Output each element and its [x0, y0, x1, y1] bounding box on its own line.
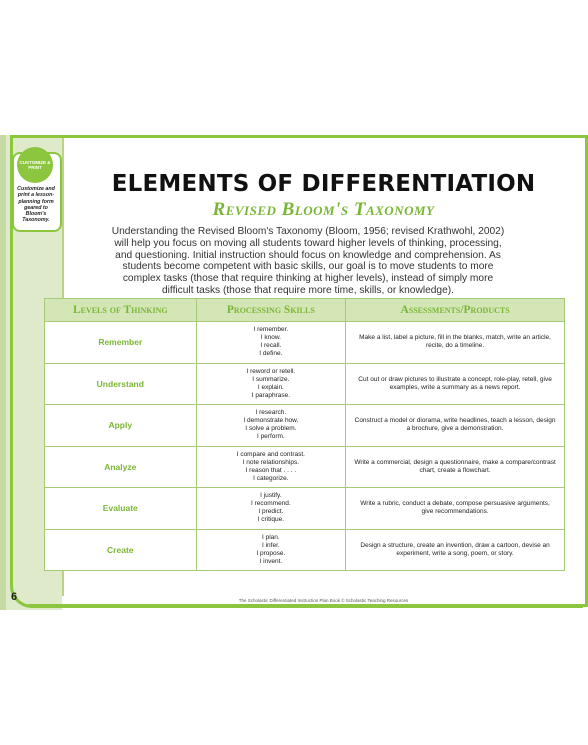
left-band-edge	[0, 135, 6, 610]
skill-line: I recall.	[260, 342, 282, 350]
level-cell: Analyze	[45, 446, 197, 488]
skill-line: I research.	[255, 409, 287, 417]
table-row	[45, 488, 565, 530]
skill-line: I remember.	[253, 326, 289, 334]
page-subtitle: Revised Bloom's Taxonomy	[212, 199, 435, 220]
skill-line: I critique.	[257, 516, 285, 524]
skills-cell	[196, 446, 346, 488]
skill-line: I predict.	[258, 508, 284, 516]
assessment-cell: Write a rubric, conduct a debate, compose persuasive arguments, give recommendations.	[346, 488, 565, 530]
assessment-cell: Design a structure, create an invention, draw a cartoon, devise an experiment, write a song, poem, or story.	[346, 529, 565, 571]
skill-line: I demonstrate how.	[243, 417, 299, 425]
skill-line: I reason that . . . .	[245, 466, 297, 474]
blooms-table	[44, 298, 565, 571]
assessment-cell: Make a list, label a picture, fill in the blanks, match, write an article, recite, do a timeline.	[346, 322, 565, 364]
skill-line: I plan.	[262, 533, 280, 541]
table-row	[45, 363, 565, 405]
skill-line: I define.	[259, 350, 283, 358]
skill-line: I explain.	[257, 383, 284, 391]
page-number: 6	[11, 591, 18, 603]
header-assessments: Assessments/Products	[346, 299, 565, 322]
level-cell: Understand	[45, 363, 197, 405]
skill-line: I reword or retell.	[246, 367, 296, 375]
badge-label: CUSTOMIZE & PRINT	[19, 160, 51, 170]
skill-line: I perform.	[256, 433, 285, 441]
skill-line: I solve a problem.	[245, 425, 297, 433]
level-cell: Evaluate	[45, 488, 197, 530]
skill-line: I paraphrase.	[251, 391, 291, 399]
skills-cell	[196, 488, 346, 530]
skills-cell	[196, 529, 346, 571]
bottom-divider	[28, 604, 588, 607]
table-header-row	[45, 299, 565, 322]
table-row	[45, 446, 565, 488]
skills-cell	[196, 363, 346, 405]
skills-cell	[196, 322, 346, 364]
skills-cell	[196, 405, 346, 447]
assessment-cell: Cut out or draw pictures to illustrate a concept, role-play, retell, give examples, write a summary as a news report.	[346, 363, 565, 405]
table-row	[45, 405, 565, 447]
skill-line: I justify.	[260, 492, 282, 500]
badge-text: Customize and print a lesson-planning form geared to Bloom's Taxonomy.	[17, 186, 55, 224]
table-row	[45, 529, 565, 571]
level-cell: Apply	[45, 405, 197, 447]
skill-line: I propose.	[256, 549, 286, 557]
intro-paragraph: Understanding the Revised Bloom's Taxonomy (Bloom, 1956; revised Krathwohl, 2002) will help you focus on moving all students toward higher levels of thinking, processing, and questioning. Initial instruction should focus on knowledge and comprehension. As students become competent with basic skills, our goal is to move students to more complex tasks (those that require thinking at higher levels), instead of simply more difficult tasks (those that require more time, skills, or knowledge).	[111, 226, 505, 296]
skill-line: I summarize.	[252, 375, 290, 383]
assessment-cell: Construct a model or diorama, write headlines, teach a lesson, design a brochure, give a demonstration.	[346, 405, 565, 447]
skill-line: I note relationships.	[242, 458, 300, 466]
skill-line: I know.	[260, 334, 281, 342]
customize-print-icon	[17, 147, 53, 183]
header-levels: Levels of Thinking	[45, 299, 197, 322]
footer-credit: The Scholastic Differentiated Instruction Plan Book © Scholastic Teaching Resources	[238, 598, 409, 603]
table-row	[45, 322, 565, 364]
assessment-cell: Write a commercial, design a questionnaire, make a compare/contrast chart, create a flowchart.	[346, 446, 565, 488]
level-cell: Remember	[45, 322, 197, 364]
skill-line: I compare and contrast.	[236, 450, 305, 458]
skill-line: I recommend.	[250, 500, 291, 508]
level-cell: Create	[45, 529, 197, 571]
skill-line: I categorize.	[253, 474, 289, 482]
page-title: ELEMENTS OF DIFFERENTIATION	[111, 171, 536, 197]
skill-line: I infer.	[262, 541, 280, 549]
header-skills: Processing Skills	[196, 299, 346, 322]
skill-line: I invent.	[259, 557, 283, 565]
